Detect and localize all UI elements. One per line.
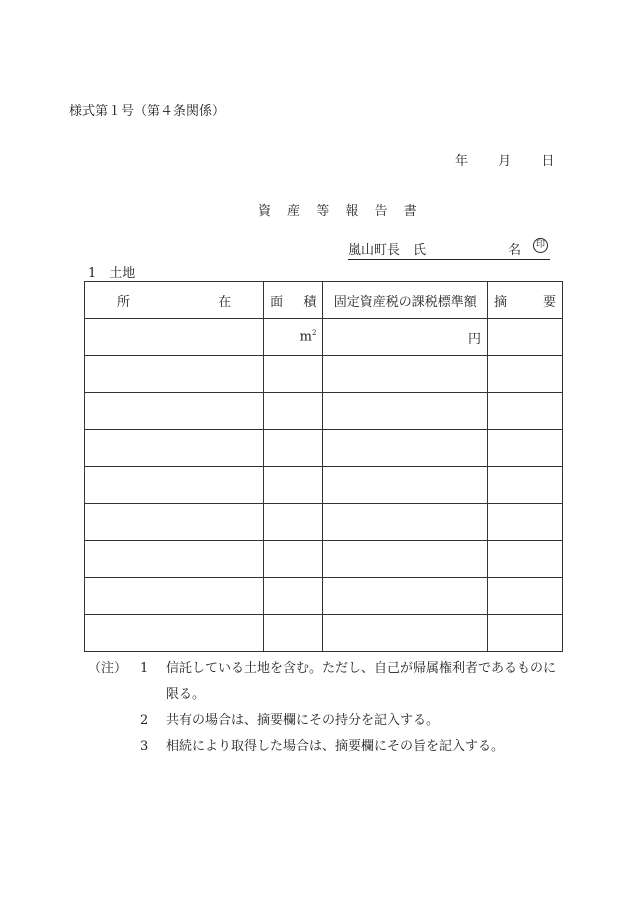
cell-remarks[interactable] [487, 393, 562, 430]
cell-area[interactable] [264, 578, 323, 615]
cell-area[interactable] [264, 615, 323, 652]
unit-area-sup: 2 [311, 329, 317, 338]
note-number: 2 [140, 713, 149, 728]
unit-yen: 円 [467, 331, 481, 347]
notes-label: （注） [88, 661, 128, 676]
cell-area[interactable] [264, 393, 323, 430]
header-area-1: 面 [270, 294, 284, 310]
note-number: 3 [140, 739, 149, 754]
cell-tax-base[interactable] [323, 356, 488, 393]
form-number: 様式第１号（第４条関係） [69, 104, 226, 119]
header-location [85, 282, 264, 319]
table-row [85, 430, 563, 467]
cell-tax-base[interactable] [323, 467, 488, 504]
table-row [85, 356, 563, 393]
cell-remarks[interactable] [487, 356, 562, 393]
addressee-line [348, 239, 550, 260]
note-item-1 [88, 656, 556, 682]
date-month-label: 月 [498, 154, 512, 169]
cell-area[interactable] [264, 541, 323, 578]
cell-area[interactable] [264, 467, 323, 504]
cell-location[interactable] [85, 467, 264, 504]
table-row [85, 615, 563, 652]
table-header-row [85, 282, 563, 319]
addressee-to: 嵐山町長 氏 [348, 243, 427, 258]
cell-area[interactable] [264, 319, 323, 356]
cell-tax-base[interactable] [323, 430, 488, 467]
note-number: 1 [140, 661, 149, 676]
table-row [85, 467, 563, 504]
cell-tax-base[interactable] [323, 541, 488, 578]
cell-remarks[interactable] [487, 504, 562, 541]
cell-tax-base[interactable] [323, 393, 488, 430]
cell-location[interactable] [85, 615, 264, 652]
cell-tax-base[interactable] [323, 615, 488, 652]
cell-location[interactable] [85, 356, 264, 393]
date-year-label: 年 [455, 154, 469, 169]
note-text: 相続により取得した場合は、摘要欄にその旨を記入する。 [166, 739, 505, 754]
header-area [264, 282, 323, 319]
cell-tax-base[interactable] [323, 578, 488, 615]
table-row [85, 504, 563, 541]
cell-location[interactable] [85, 541, 264, 578]
cell-location[interactable] [85, 430, 264, 467]
table-row [85, 319, 563, 356]
table-row [85, 393, 563, 430]
document-title: 資 産 等 報 告 書 [258, 204, 423, 219]
cell-location[interactable] [85, 319, 264, 356]
header-area-2: 積 [303, 294, 317, 310]
cell-remarks[interactable] [487, 430, 562, 467]
date-day-label: 日 [541, 154, 555, 169]
table-row [85, 578, 563, 615]
unit-area: m [299, 329, 312, 345]
header-remarks [487, 282, 562, 319]
note-text: 信託している土地を含む。ただし、自己が帰属権利者であるものに [166, 661, 557, 676]
notes [88, 656, 556, 760]
header-remarks-1: 摘 [493, 294, 507, 310]
cell-remarks[interactable] [487, 615, 562, 652]
note-item-3 [88, 734, 556, 760]
note-item-1-cont [88, 682, 556, 708]
cell-remarks[interactable] [487, 319, 562, 356]
cell-tax-base[interactable] [323, 319, 488, 356]
cell-remarks[interactable] [487, 578, 562, 615]
header-location-1: 所 [117, 294, 131, 310]
section-heading: 1 土地 [88, 266, 136, 281]
cell-location[interactable] [85, 393, 264, 430]
cell-tax-base[interactable] [323, 504, 488, 541]
table-row [85, 541, 563, 578]
cell-area[interactable] [264, 430, 323, 467]
cell-area[interactable] [264, 356, 323, 393]
cell-location[interactable] [85, 504, 264, 541]
seal-icon: 印 [533, 238, 548, 253]
addressee-name-label: 名 [508, 243, 522, 258]
note-text-cont: 限る。 [166, 687, 206, 702]
note-text: 共有の場合は、摘要欄にその持分を記入する。 [166, 713, 440, 728]
cell-remarks[interactable] [487, 541, 562, 578]
cell-remarks[interactable] [487, 467, 562, 504]
note-item-2 [88, 708, 556, 734]
cell-location[interactable] [85, 578, 264, 615]
header-location-2: 在 [218, 294, 232, 310]
header-remarks-2: 要 [542, 294, 556, 310]
header-tax-base: 固定資産税の課税標準額 [323, 282, 488, 319]
cell-area[interactable] [264, 504, 323, 541]
land-table [84, 281, 563, 652]
date-line [455, 150, 554, 169]
